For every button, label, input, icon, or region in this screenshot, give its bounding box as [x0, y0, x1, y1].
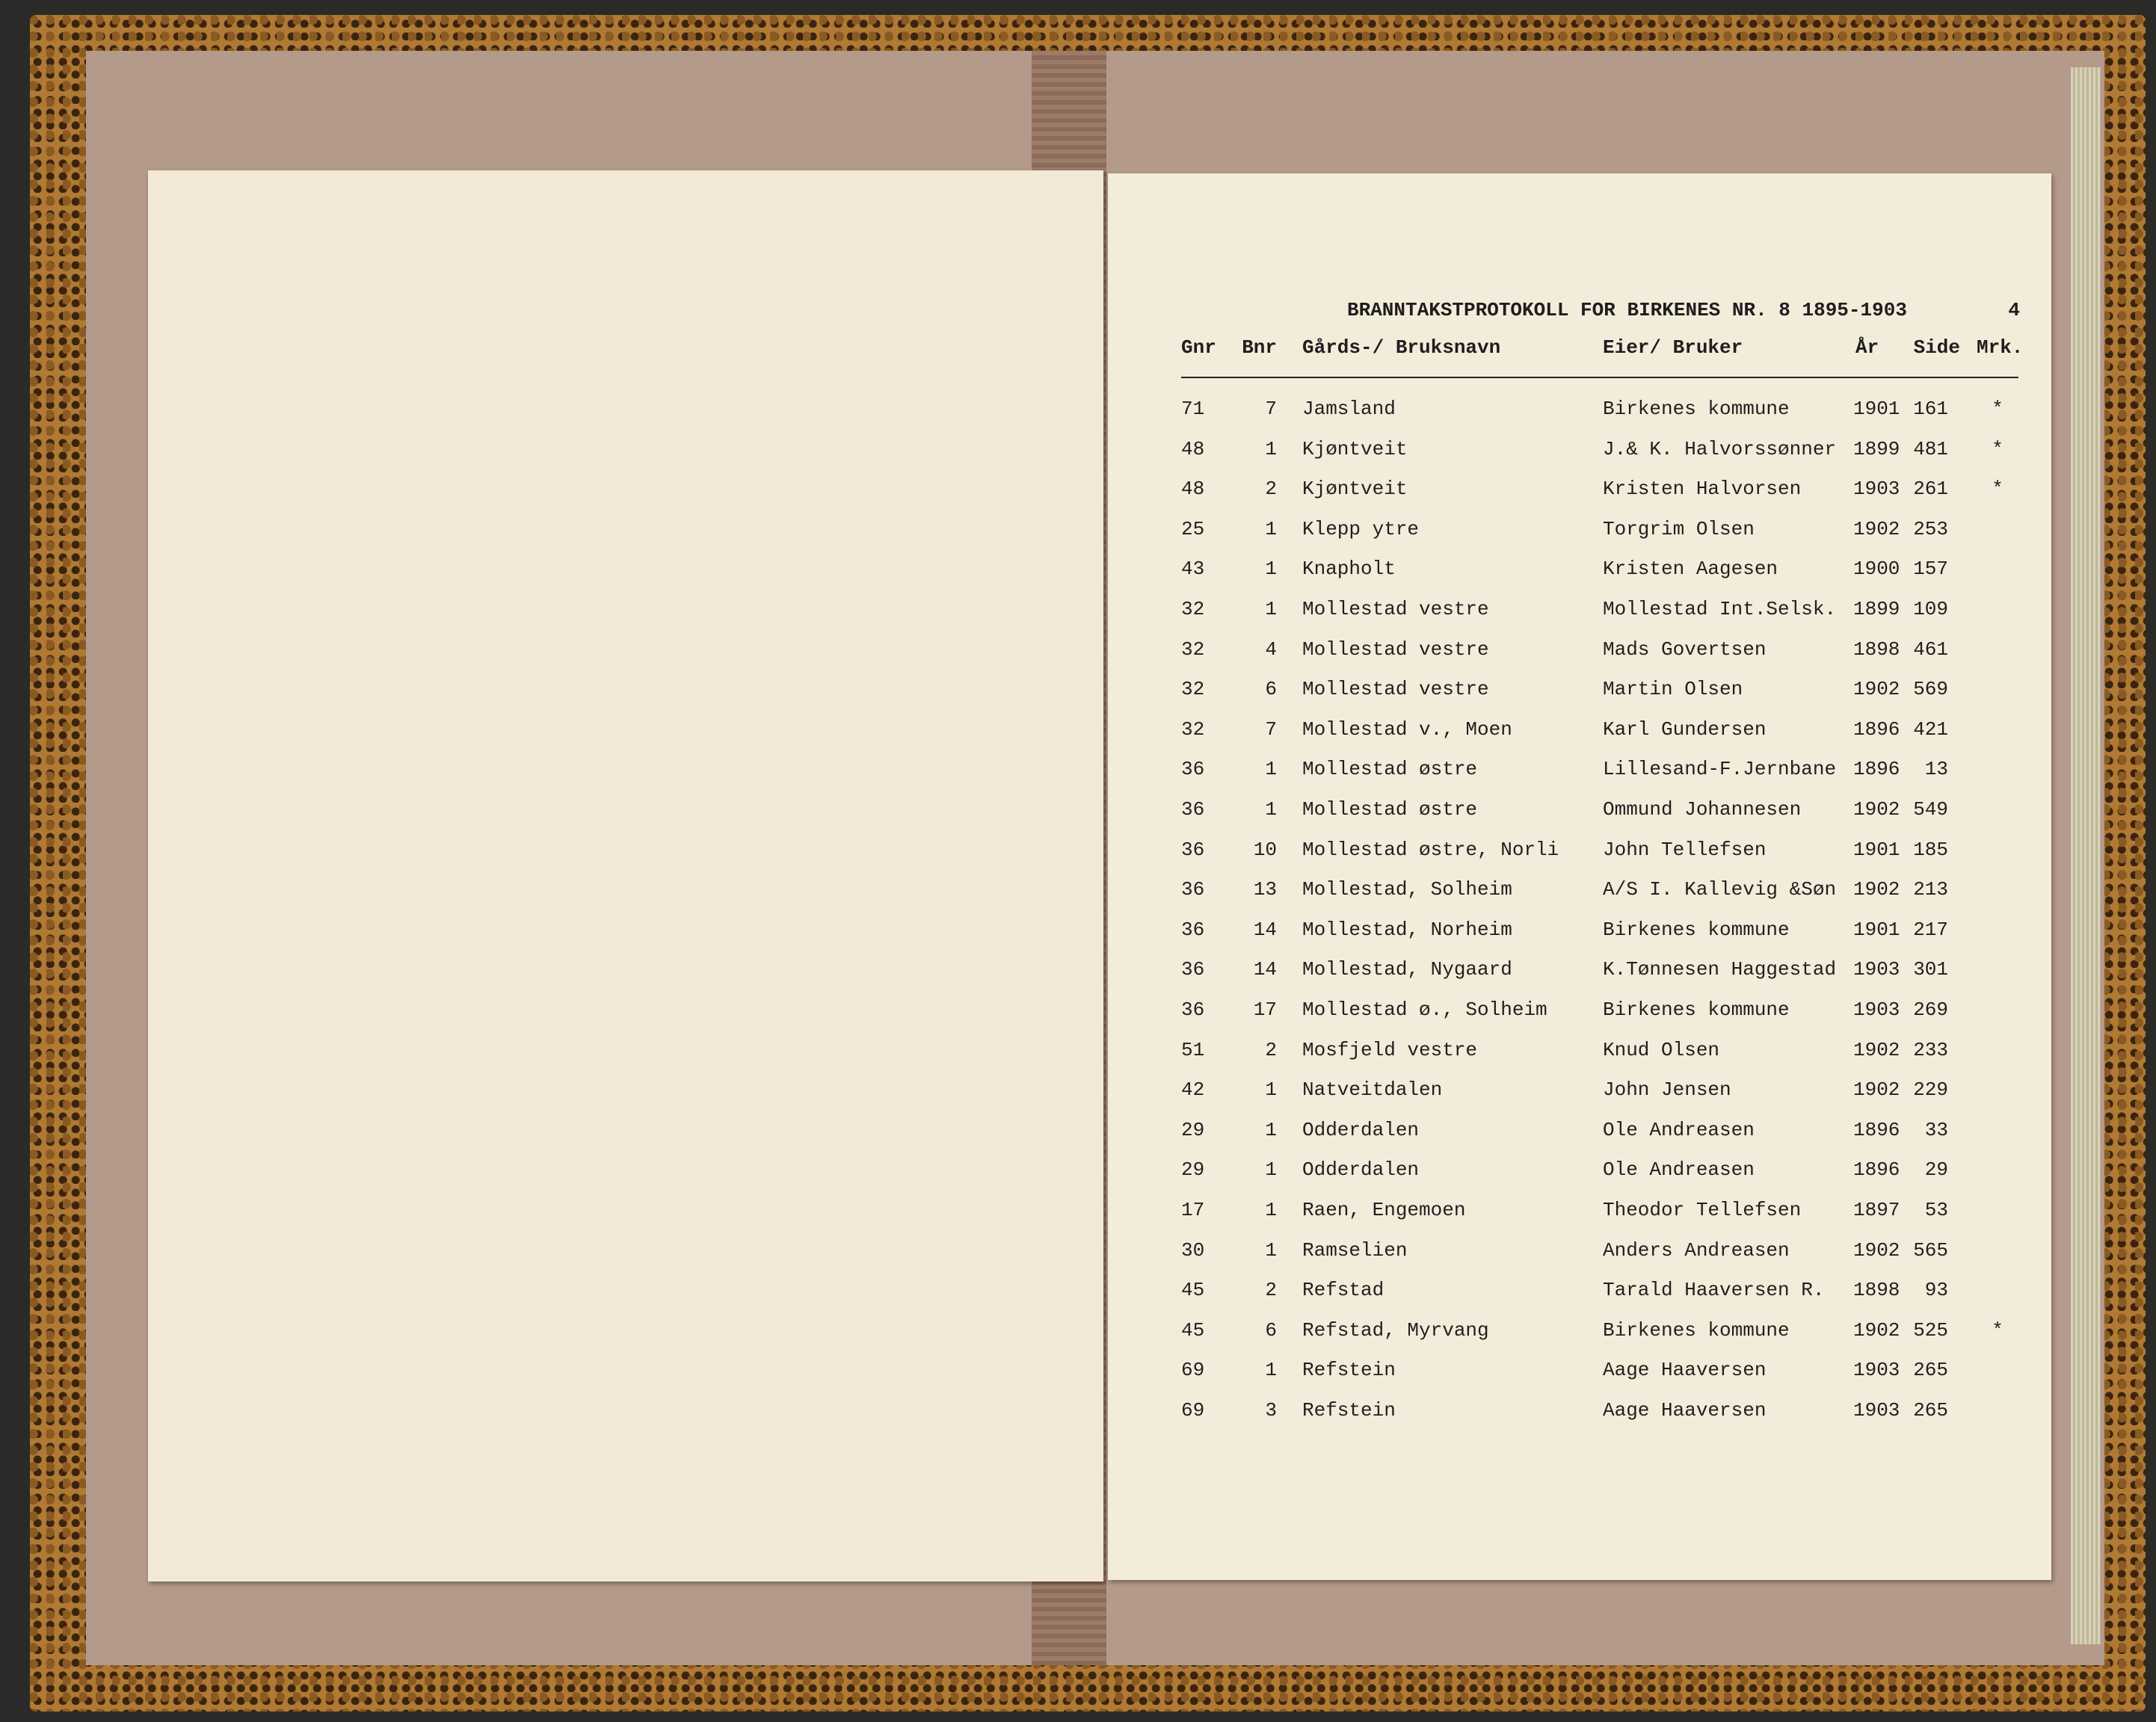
cell-bnr: 1	[1265, 1118, 1277, 1141]
cell-gnr: 48	[1181, 437, 1205, 460]
page-header	[1347, 299, 2020, 321]
cell-eier: A/S I. Kallevig &Søn	[1603, 878, 1837, 901]
table-row	[1108, 1319, 2051, 1349]
cell-bnr: 1	[1265, 1359, 1277, 1382]
cell-ar: 1901	[1853, 838, 1900, 861]
table-row	[1108, 1158, 2051, 1188]
cell-side: 229	[1913, 1078, 1948, 1102]
cell-navn: Mollestad, Solheim	[1302, 878, 1512, 901]
cell-eier: Birkenes kommune	[1603, 999, 1790, 1021]
table-row	[1108, 1279, 2051, 1309]
cell-gnr: 45	[1181, 1318, 1205, 1342]
cell-ar: 1902	[1853, 517, 1900, 540]
table-row	[1108, 1039, 2051, 1069]
cell-ar: 1896	[1853, 1158, 1900, 1182]
cell-ar: 1897	[1853, 1199, 1900, 1221]
cell-gnr: 69	[1181, 1399, 1205, 1422]
cell-bnr: 3	[1265, 1399, 1277, 1422]
cell-ar: 1903	[1853, 1399, 1900, 1422]
cell-navn: Mollestad vestre	[1302, 678, 1489, 701]
cell-side: 549	[1913, 798, 1948, 821]
cell-eier: Martin Olsen	[1603, 678, 1743, 701]
cell-gnr: 48	[1181, 478, 1205, 501]
cell-eier: Kristen Aagesen	[1603, 558, 1778, 581]
cell-navn: Natveitdalen	[1302, 1078, 1443, 1102]
cell-eier: Mollestad Int.Selsk.	[1603, 598, 1837, 620]
cell-gnr: 32	[1181, 678, 1205, 701]
cell-eier: Aage Haaversen	[1603, 1359, 1767, 1382]
cell-bnr: 1	[1265, 598, 1277, 620]
cell-eier: Karl Gundersen	[1603, 718, 1767, 741]
cell-bnr: 14	[1253, 958, 1277, 981]
cell-gnr: 69	[1181, 1359, 1205, 1382]
cell-bnr: 13	[1253, 878, 1277, 901]
cell-bnr: 1	[1265, 1078, 1277, 1102]
col-ar: År	[1855, 336, 1879, 359]
cell-navn: Refstad, Myrvang	[1302, 1318, 1489, 1342]
cell-side: 33	[1924, 1118, 1948, 1141]
table-row	[1108, 839, 2051, 868]
table-row	[1108, 999, 2051, 1028]
cell-navn: Refstein	[1302, 1399, 1396, 1422]
page-edges	[2071, 67, 2101, 1644]
cell-mrk: *	[1992, 398, 2003, 420]
cell-eier: J.& K. Halvorssønner	[1603, 437, 1837, 460]
table-row	[1108, 398, 2051, 428]
cell-eier: Torgrim Olsen	[1603, 517, 1755, 540]
table-row	[1108, 758, 2051, 788]
col-eier: Eier/ Bruker	[1603, 336, 1743, 359]
cell-side: 233	[1913, 1038, 1948, 1061]
cell-navn: Klepp ytre	[1302, 517, 1420, 540]
cell-bnr: 6	[1265, 1318, 1277, 1342]
cell-gnr: 32	[1181, 718, 1205, 741]
cell-bnr: 7	[1265, 718, 1277, 741]
cell-side: 569	[1913, 678, 1948, 701]
cell-side: 253	[1913, 517, 1948, 540]
cell-bnr: 1	[1265, 758, 1277, 781]
cell-bnr: 1	[1265, 1158, 1277, 1182]
cell-bnr: 2	[1265, 478, 1277, 501]
cell-gnr: 29	[1181, 1158, 1205, 1182]
cell-bnr: 1	[1265, 517, 1277, 540]
cell-gnr: 32	[1181, 598, 1205, 620]
cell-eier: Knud Olsen	[1603, 1038, 1720, 1061]
table-row	[1108, 438, 2051, 468]
table-row	[1108, 878, 2051, 908]
cell-navn: Refstad	[1302, 1279, 1385, 1302]
cell-navn: Kjøntveit	[1302, 437, 1408, 460]
table-row	[1108, 558, 2051, 587]
cell-ar: 1901	[1853, 918, 1900, 941]
cell-eier: Tarald Haaversen R.	[1603, 1279, 1825, 1302]
cell-ar: 1903	[1853, 958, 1900, 981]
cell-ar: 1898	[1853, 638, 1900, 661]
cell-bnr: 2	[1265, 1279, 1277, 1302]
page-title: BRANNTAKSTPROTOKOLL FOR BIRKENES NR. 8 1895-1903	[1347, 299, 1907, 321]
col-mrk: Mrk.	[1977, 336, 2024, 359]
cell-navn: Refstein	[1302, 1359, 1396, 1382]
cell-side: 53	[1924, 1199, 1948, 1221]
left-page-blank	[148, 170, 1103, 1581]
cell-bnr: 1	[1265, 1238, 1277, 1262]
cell-eier: Theodor Tellefsen	[1603, 1199, 1802, 1221]
cell-side: 525	[1913, 1318, 1948, 1342]
cell-navn: Mollestad, Norheim	[1302, 918, 1512, 941]
cell-navn: Mollestad vestre	[1302, 598, 1489, 620]
cell-eier: Birkenes kommune	[1603, 1318, 1790, 1342]
table-row	[1108, 638, 2051, 668]
cell-eier: John Jensen	[1603, 1078, 1731, 1102]
cell-navn: Mollestad østre	[1302, 758, 1478, 781]
cell-gnr: 51	[1181, 1038, 1205, 1061]
cell-side: 109	[1913, 598, 1948, 620]
cell-navn: Mollestad ø., Solheim	[1302, 999, 1547, 1021]
cell-side: 161	[1913, 398, 1948, 420]
cell-eier: Mads Govertsen	[1603, 638, 1767, 661]
cell-bnr: 14	[1253, 918, 1277, 941]
cell-mrk: *	[1992, 437, 2003, 460]
table-row	[1108, 958, 2051, 988]
col-bnr: Bnr	[1242, 336, 1277, 359]
cell-eier: Ole Andreasen	[1603, 1158, 1755, 1182]
cell-side: 157	[1913, 558, 1948, 581]
cell-side: 265	[1913, 1359, 1948, 1382]
table-row	[1108, 1239, 2051, 1269]
cell-eier: K.Tønnesen Haggestad	[1603, 958, 1837, 981]
cell-navn: Mollestad v., Moen	[1302, 718, 1512, 741]
cell-ar: 1902	[1853, 678, 1900, 701]
cell-gnr: 45	[1181, 1279, 1205, 1302]
cell-mrk: *	[1992, 478, 2003, 501]
cell-bnr: 6	[1265, 678, 1277, 701]
col-navn: Gårds-/ Bruksnavn	[1302, 336, 1501, 359]
cell-eier: John Tellefsen	[1603, 838, 1767, 861]
table-row	[1108, 1078, 2051, 1108]
cell-navn: Jamsland	[1302, 398, 1396, 420]
page-number: 4	[2008, 299, 2020, 321]
cell-side: 461	[1913, 638, 1948, 661]
cell-side: 481	[1913, 437, 1948, 460]
cell-ar: 1902	[1853, 878, 1900, 901]
cell-navn: Knapholt	[1302, 558, 1396, 581]
table-row	[1108, 718, 2051, 748]
cell-bnr: 1	[1265, 798, 1277, 821]
cell-gnr: 43	[1181, 558, 1205, 581]
table-row	[1108, 919, 2051, 948]
cell-gnr: 32	[1181, 638, 1205, 661]
table-row	[1108, 678, 2051, 708]
cell-ar: 1899	[1853, 598, 1900, 620]
table-row	[1108, 1399, 2051, 1429]
cell-gnr: 36	[1181, 918, 1205, 941]
cell-gnr: 36	[1181, 798, 1205, 821]
cell-side: 261	[1913, 478, 1948, 501]
col-side: Side	[1913, 336, 1960, 359]
table-row	[1108, 598, 2051, 628]
cell-ar: 1902	[1853, 1238, 1900, 1262]
cell-eier: Kristen Halvorsen	[1603, 478, 1802, 501]
cell-side: 301	[1913, 958, 1948, 981]
table-row	[1108, 478, 2051, 507]
cell-ar: 1900	[1853, 558, 1900, 581]
cell-side: 213	[1913, 878, 1948, 901]
cell-navn: Kjøntveit	[1302, 478, 1408, 501]
cell-gnr: 42	[1181, 1078, 1205, 1102]
cell-bnr: 7	[1265, 398, 1277, 420]
cell-navn: Mosfjeld vestre	[1302, 1038, 1478, 1061]
cell-navn: Ramselien	[1302, 1238, 1408, 1262]
cell-bnr: 1	[1265, 558, 1277, 581]
cell-side: 565	[1913, 1238, 1948, 1262]
table-row	[1108, 518, 2051, 548]
cell-ar: 1896	[1853, 1118, 1900, 1141]
cell-bnr: 1	[1265, 1199, 1277, 1221]
cell-eier: Lillesand-F.Jernbane	[1603, 758, 1837, 781]
cell-bnr: 2	[1265, 1038, 1277, 1061]
cell-gnr: 29	[1181, 1118, 1205, 1141]
cell-bnr: 4	[1265, 638, 1277, 661]
cell-ar: 1899	[1853, 437, 1900, 460]
cell-navn: Raen, Engemoen	[1302, 1199, 1466, 1221]
table-row	[1108, 1359, 2051, 1389]
cell-bnr: 10	[1253, 838, 1277, 861]
cell-navn: Mollestad østre	[1302, 798, 1478, 821]
cell-ar: 1902	[1853, 1078, 1900, 1102]
cell-side: 185	[1913, 838, 1948, 861]
cell-eier: Ole Andreasen	[1603, 1118, 1755, 1141]
cell-ar: 1902	[1853, 1318, 1900, 1342]
cell-gnr: 36	[1181, 838, 1205, 861]
cell-eier: Aage Haaversen	[1603, 1399, 1767, 1422]
cell-gnr: 36	[1181, 758, 1205, 781]
cell-ar: 1902	[1853, 1038, 1900, 1061]
cell-navn: Mollestad, Nygaard	[1302, 958, 1512, 981]
cell-navn: Odderdalen	[1302, 1118, 1420, 1141]
cell-ar: 1903	[1853, 1359, 1900, 1382]
cell-gnr: 30	[1181, 1238, 1205, 1262]
cell-side: 217	[1913, 918, 1948, 941]
cell-ar: 1903	[1853, 999, 1900, 1021]
cell-ar: 1896	[1853, 758, 1900, 781]
cell-eier: Birkenes kommune	[1603, 918, 1790, 941]
column-headers	[1108, 336, 2051, 366]
cell-side: 421	[1913, 718, 1948, 741]
cell-navn: Odderdalen	[1302, 1158, 1420, 1182]
cell-gnr: 36	[1181, 878, 1205, 901]
cell-eier: Anders Andreasen	[1603, 1238, 1790, 1262]
cell-side: 93	[1924, 1279, 1948, 1302]
cell-gnr: 25	[1181, 517, 1205, 540]
cell-navn: Mollestad vestre	[1302, 638, 1489, 661]
cell-gnr: 36	[1181, 958, 1205, 981]
cell-navn: Mollestad østre, Norli	[1302, 838, 1559, 861]
header-rule	[1181, 377, 2018, 378]
table-row	[1108, 1199, 2051, 1229]
cell-side: 29	[1924, 1158, 1948, 1182]
cell-ar: 1901	[1853, 398, 1900, 420]
table-row	[1108, 1119, 2051, 1149]
cell-ar: 1902	[1853, 798, 1900, 821]
cell-bnr: 17	[1253, 999, 1277, 1021]
register-page	[1108, 173, 2051, 1580]
col-gnr: Gnr	[1181, 336, 1216, 359]
cell-bnr: 1	[1265, 437, 1277, 460]
cell-side: 265	[1913, 1399, 1948, 1422]
cell-ar: 1896	[1853, 718, 1900, 741]
cell-ar: 1898	[1853, 1279, 1900, 1302]
cell-ar: 1903	[1853, 478, 1900, 501]
table-row	[1108, 798, 2051, 828]
cell-eier: Ommund Johannesen	[1603, 798, 1802, 821]
cell-side: 13	[1924, 758, 1948, 781]
cell-gnr: 36	[1181, 999, 1205, 1021]
cell-gnr: 17	[1181, 1199, 1205, 1221]
cell-gnr: 71	[1181, 398, 1205, 420]
cell-eier: Birkenes kommune	[1603, 398, 1790, 420]
cell-side: 269	[1913, 999, 1948, 1021]
cell-mrk: *	[1992, 1318, 2003, 1342]
